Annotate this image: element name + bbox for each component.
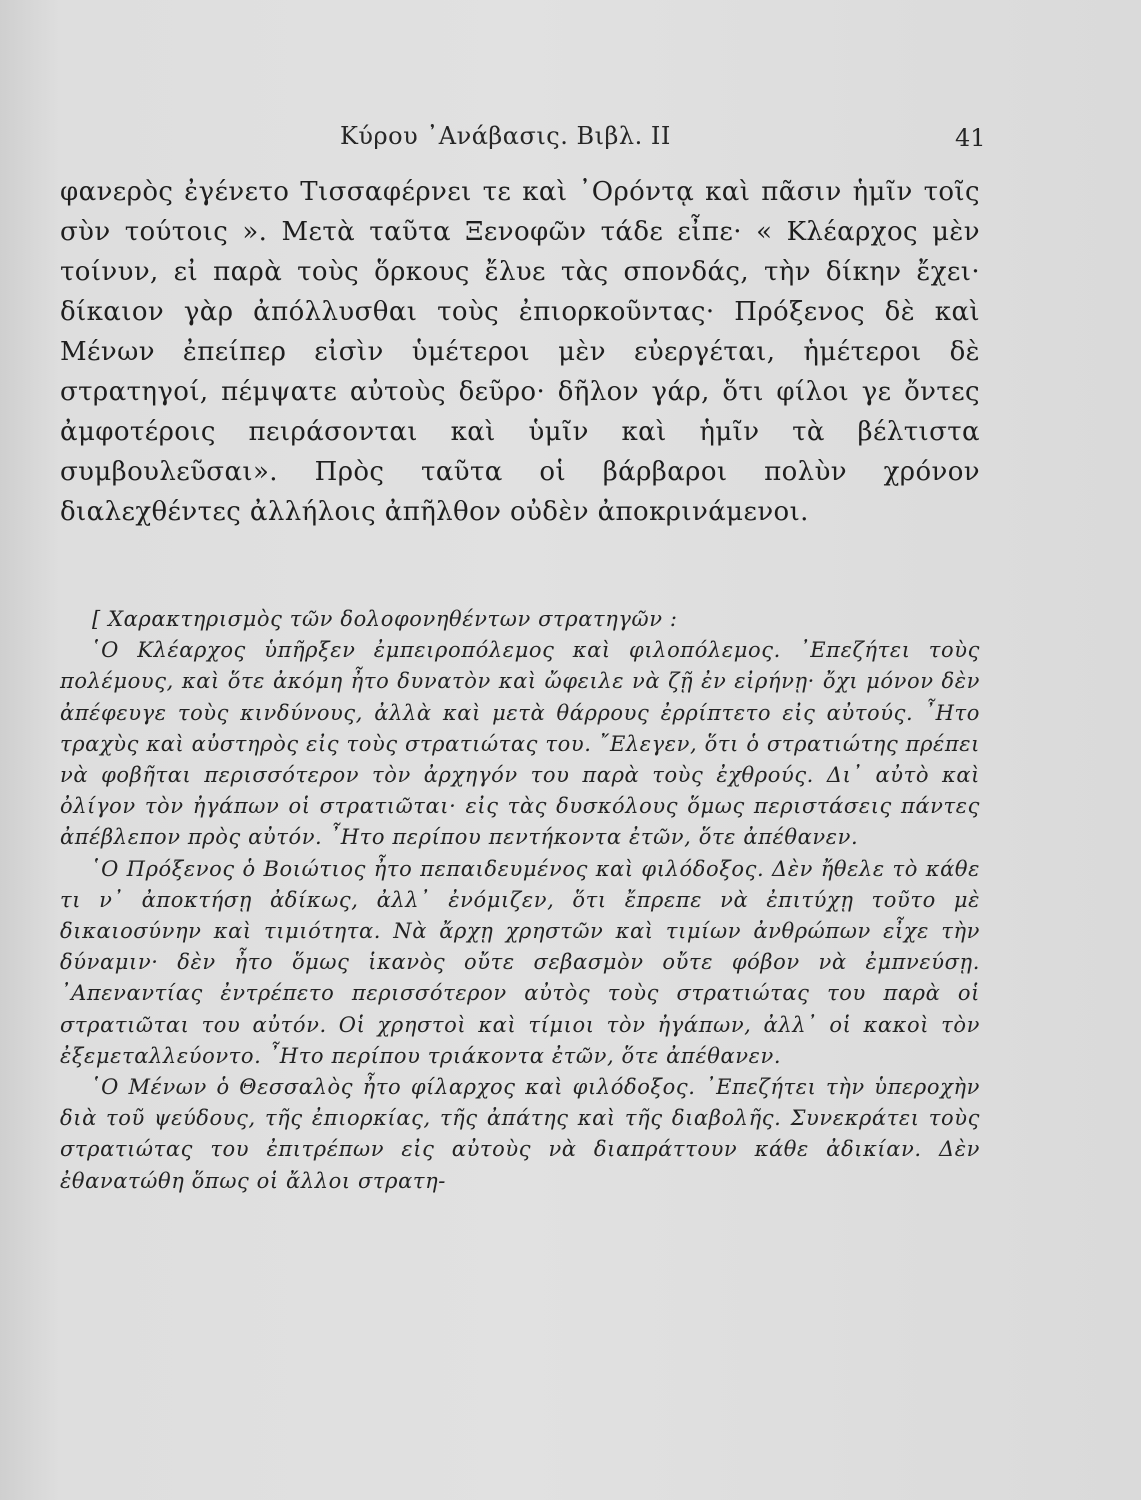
commentary-section <box>60 604 980 1197</box>
commentary-heading: [ Χαρακτηρισμὸς τῶν δολοφονηθέντων στρατηγῶν : <box>92 607 678 631</box>
ancient-greek-passage: φανερὸς ἐγένετο Τισσαφέρνει τε καὶ ᾿Ορόντᾳ καὶ πᾶσιν ἡμῖν τοῖς σὺν τούτοις ». Μετὰ ταῦτα Ξενοφῶν τάδε εἶπε· « Κλέαρχος μὲν τοίνυν, εἰ παρὰ τοὺς ὅρκους ἔλυε τὰς σπονδάς, τὴν δίκην ἔχει· δίκαιον γὰρ ἀπόλλυσθαι τοὺς ἐπιορκοῦντας· Πρόξενος δὲ καὶ Μένων ἐπείπερ εἰσὶν ὑμέτεροι μὲν εὐεργέται, ἡμέτεροι δὲ στρατηγοί, πέμψατε αὐτοὺς δεῦρο· δῆλον γάρ, ὅτι φίλοι γε ὄντες ἀμφοτέροις πειράσονται καὶ ὑμῖν καὶ ἡμῖν τὰ βέλτιστα συμβουλεῦσαι». Πρὸς ταῦτα οἱ βάρβαροι πολὺν χρόνον διαλεχθέντες ἀλλήλοις ἀπῆλθον οὐδὲν ἀποκρινάμενοι. <box>60 177 980 527</box>
running-title: Κύρου ᾿Ανάβασις. Βιβλ. II <box>340 122 671 150</box>
page-number: 41 <box>955 124 986 152</box>
commentary-paragraph-klearchos: ῾Ο Κλέαρχος ὑπῆρξεν ἐμπειροπόλεμος καὶ φιλοπόλεμος. ᾿Επεζήτει τοὺς πολέμους, καὶ ὅτε ἀκόμη ἦτο δυνατὸν καὶ ὤφειλε νὰ ζῇ ἐν εἰρήνῃ· ὄχι μόνον δὲν ἀπέφευγε τοὺς κινδύνους, ἀλλὰ καὶ μετὰ θάρρους ἐρρίπτετο εἰς αὐτούς. ῏Ητο τραχὺς καὶ αὐστηρὸς εἰς τοὺς στρατιώτας του. ῎Ελεγεν, ὅτι ὁ στρατιώτης πρέπει νὰ φοβῆται περισσότερον τὸν ἀρχηγόν του παρὰ τοὺς ἐχθρούς. Δι᾿ αὐτὸ καὶ ὀλίγον τὸν ἠγάπων οἱ στρατιῶται· εἰς τὰς δυσκόλους ὅμως περιστάσεις πάντες ἀπέβλεπον πρὸς αὐτόν. ῏Ητο περίπου πεντήκοντα ἐτῶν, ὅτε ἀπέθανεν. <box>60 638 980 850</box>
commentary-paragraph-proxenos: ῾Ο Πρόξενος ὁ Βοιώτιος ἦτο πεπαιδευμένος καὶ φιλόδοξος. Δὲν ἤθελε τὸ κάθε τι ν᾿ ἀποκτήσῃ ἀδίκως, ἀλλ᾿ ἐνόμιζεν, ὅτι ἔπρεπε νὰ ἐπιτύχῃ τοῦτο μὲ δικαιοσύνην καὶ τιμιότητα. Νὰ ἄρχῃ χρηστῶν καὶ τιμίων ἀνθρώπων εἶχε τὴν δύναμιν· δὲν ἦτο ὅμως ἱκανὸς οὔτε σεβασμὸν οὔτε φόβον νὰ ἐμπνεύσῃ. ᾿Απεναντίας ἐντρέπετο περισσότερον αὐτὸς τοὺς στρατιώτας του παρὰ οἱ στρατιῶται του αὐτόν. Οἱ χρηστοὶ καὶ τίμιοι τὸν ἠγάπων, ἀλλ᾿ οἱ κακοὶ τὸν ἐξεμεταλλεύοντο. ῏Ητο περίπου τριάκοντα ἐτῶν, ὅτε ἀπέθανεν. <box>60 856 980 1068</box>
commentary-paragraph-menon: ῾Ο Μένων ὁ Θεσσαλὸς ἦτο φίλαρχος καὶ φιλόδοξος. ᾿Επεζήτει τὴν ὑπεροχὴν διὰ τοῦ ψεύδους, τῆς ἐπιορκίας, τῆς ἀπάτης καὶ τῆς διαβολῆς. Συνεκράτει τοὺς στρατιώτας του ἐπιτρέπων εἰς αὐτοὺς νὰ διαπράττουν κάθε ἀδικίαν. Δὲν ἐθανατώθη ὅπως οἱ ἄλλοι στρατη- <box>60 1075 980 1193</box>
